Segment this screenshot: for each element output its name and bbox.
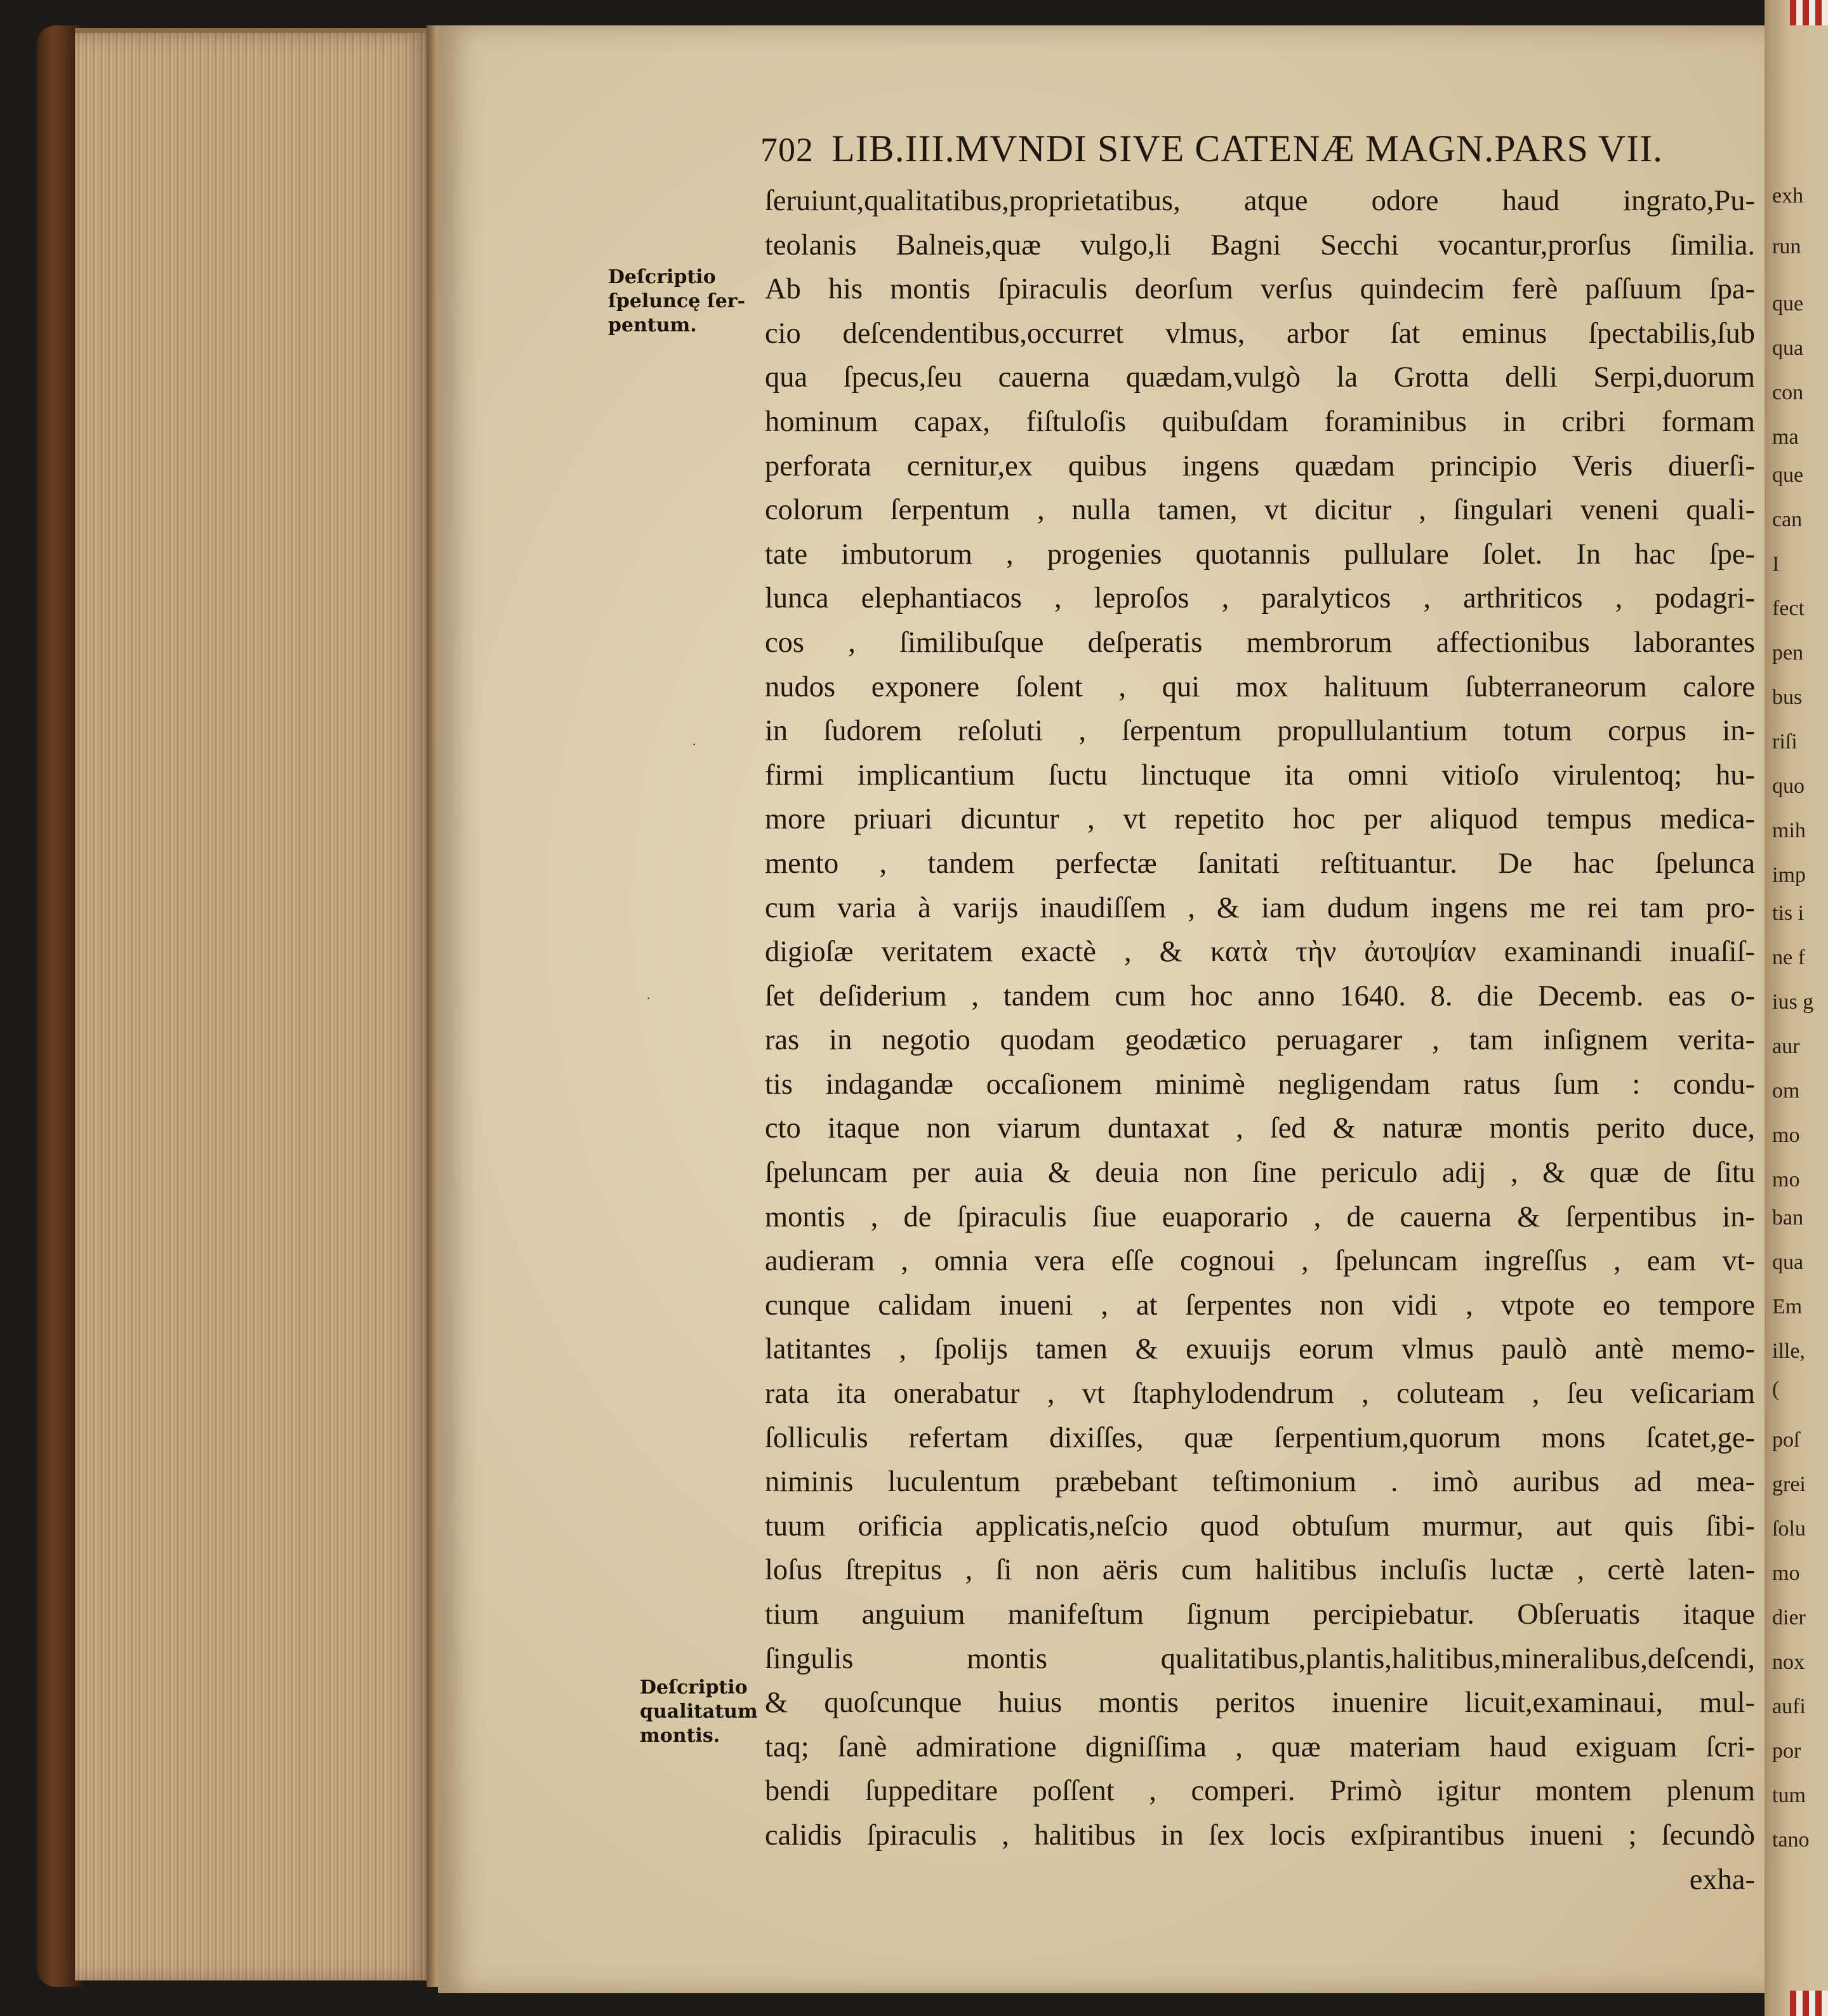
text-line: calidis ſpiraculis , halitibus in ſex locis exſpirantibus inueni ; ſecundò xyxy=(765,1819,1755,1852)
text-line: niminis luculentum præbebant teſtimonium . imò auribus ad mea- xyxy=(765,1466,1755,1499)
text-line: perforata cernitur,ex quibus ingens quædam principio Veris diuerſi- xyxy=(765,449,1755,482)
next-page-fragment: om xyxy=(1772,1079,1800,1103)
next-page-fragment: poſ xyxy=(1772,1428,1800,1452)
text-line: taq; ſanè admiratione digniſſima , quæ materiam haud exiguam ſcri- xyxy=(765,1730,1755,1763)
bookmark-band-top xyxy=(1790,0,1828,25)
text-line: cunque calidam inueni , at ſerpentes non vidi , vtpote eo tempore xyxy=(765,1289,1755,1322)
next-page-fragment: I xyxy=(1772,552,1780,576)
text-line: qua ſpecus,ſeu cauerna quædam,vulgò la Grotta delli Serpi,duorum xyxy=(765,361,1755,394)
text-line: ras in negotio quodam geodætico peruagarer , tam inſignem verita- xyxy=(765,1024,1755,1057)
margin-note-line: montis. xyxy=(640,1725,720,1747)
next-page-fragment: aufi xyxy=(1772,1695,1806,1718)
text-line: ſeruiunt,qualitatibus,proprietatibus, atque odore haud ingrato,Pu- xyxy=(765,185,1755,217)
text-line: colorum ſerpentum , nulla tamen, vt dicitur , ſingulari veneni quali- xyxy=(765,494,1755,527)
text-line: tuum orificia applicatis,neſcio quod obtuſum murmur, aut quis ſibi- xyxy=(765,1509,1755,1542)
next-page-fragment: ius g xyxy=(1772,990,1814,1014)
text-line: in ſudorem reſoluti , ſerpentum propullulantium totum corpus in- xyxy=(765,715,1755,748)
ink-speck: · xyxy=(646,990,651,1006)
next-page-fragment: exh xyxy=(1772,184,1804,208)
next-page-fragment: que xyxy=(1772,292,1804,315)
text-line: firmi implicantium ſuctu linctuque ita omni vitioſo virulentoq; hu- xyxy=(765,759,1755,792)
next-page-fragment: riſi xyxy=(1772,730,1798,753)
text-line: digioſæ veritatem exactè , & κατὰ τὴν ἀυτοψίαν examinandi inuaſiſ- xyxy=(765,936,1755,969)
next-page-fragment: aur xyxy=(1772,1035,1800,1058)
next-page-fragment: tum xyxy=(1772,1784,1806,1807)
next-page-fragment: ma xyxy=(1772,425,1799,449)
text-line: cum varia à varijs inaudiſſem , & iam dudum ingens me rei tam pro- xyxy=(765,891,1755,924)
page-header xyxy=(760,127,1763,171)
next-page-fragment: imp xyxy=(1772,863,1806,887)
text-line: ſet deſiderium , tandem cum hoc anno 1640. 8. die Decemb. eas o- xyxy=(765,979,1755,1012)
next-page-fragment: quo xyxy=(1772,774,1805,798)
text-line: cio deſcendentibus,occurret vlmus, arbor ſat eminus ſpectabilis,ſub xyxy=(765,317,1755,350)
next-page-fragment: pen xyxy=(1772,641,1804,665)
text-line: tium anguium manifeſtum ſignum percipiebatur. Obſeruatis itaque xyxy=(765,1598,1755,1631)
next-page-fragment: ne f xyxy=(1772,946,1805,969)
page-number: 702 xyxy=(760,131,814,169)
text-line: nudos exponere ſolent , qui mox halituum ſubterraneorum calore xyxy=(765,670,1755,703)
margin-note-mountain xyxy=(640,1676,758,1748)
next-page-fragment: fect xyxy=(1772,597,1805,620)
text-line: loſus ſtrepitus , ſi non aëris cum halitibus incluſis luctæ , certè laten- xyxy=(765,1554,1755,1587)
next-page-fragment: dier xyxy=(1772,1606,1806,1629)
next-page-fragment: bus xyxy=(1772,686,1803,709)
text-line: cos , ſimilibuſque deſperatis membrorum affectionibus laborantes xyxy=(765,626,1755,659)
text-line: latitantes , ſpolijs tamen & exuuijs eorum vlmus paulò antè memo- xyxy=(765,1333,1755,1366)
next-page-fragment: mih xyxy=(1772,819,1806,842)
text-line: Ab his montis ſpiraculis deorſum verſus quindecim ferè paſſuum ſpa- xyxy=(765,273,1755,306)
text-line: more priuari dicuntur , vt repetito hoc per aliquod tempus medica- xyxy=(765,803,1755,836)
next-page-fragment: Em xyxy=(1772,1295,1803,1318)
next-page-fragment: grei xyxy=(1772,1473,1806,1496)
next-page-fragment: nox xyxy=(1772,1650,1805,1674)
page-block-edges xyxy=(75,33,430,1980)
next-page-fragment: ille, xyxy=(1772,1339,1805,1363)
text-line: tis indagandæ occaſionem minimè negligendam ratus ſum : condu- xyxy=(765,1068,1755,1101)
next-page-fragment: tano xyxy=(1772,1828,1810,1852)
next-page-fragment: qua xyxy=(1772,1250,1804,1274)
body-text xyxy=(765,179,1755,1902)
next-page-fragment: ban xyxy=(1772,1206,1804,1230)
next-page-fragment: qua xyxy=(1772,336,1804,360)
text-line: ſpeluncam per auia & deuia non ſine periculo adij , & quæ de ſitu xyxy=(765,1157,1755,1190)
margin-note-line: Deſcriptio xyxy=(608,266,716,288)
next-page-fragment: que xyxy=(1772,463,1804,487)
running-title: LIB.III.MVNDI SIVE CATENÆ MAGN.PARS VII. xyxy=(831,128,1664,169)
next-page-fragment: run xyxy=(1772,235,1801,258)
next-page-fragment: mo xyxy=(1772,1562,1800,1585)
next-page-fragment: mo xyxy=(1772,1124,1800,1147)
text-line: teolanis Balneis,quæ vulgo,li Bagni Secchi vocantur,prorſus ſimilia. xyxy=(765,229,1755,262)
text-line: ſolliculis refertam dixiſſes, quæ ſerpentium,quorum mons ſcatet,ge- xyxy=(765,1421,1755,1454)
text-line: lunca elephantiacos , leproſos , paralyticos , arthriticos , podagri- xyxy=(765,582,1755,615)
text-line: & quoſcunque huius montis peritos inuenire licuit,examinaui, mul- xyxy=(765,1687,1755,1720)
margin-note-cave xyxy=(608,265,745,338)
text-line: mento , tandem perfectæ ſanitati reſtituantur. De hac ſpelunca xyxy=(765,847,1755,880)
next-page-fragment: con xyxy=(1772,381,1804,404)
margin-note-line: pentum. xyxy=(608,314,697,336)
text-line: exha- xyxy=(1689,1863,1755,1896)
next-page-fragment: ( xyxy=(1772,1377,1780,1401)
margin-note-line: qualitatum xyxy=(640,1701,758,1723)
text-line: ſingulis montis qualitatibus,plantis,halitibus,mineralibus,deſcendi, xyxy=(765,1642,1755,1675)
next-page-fragment: can xyxy=(1772,508,1803,531)
next-page-fragment: mo xyxy=(1772,1168,1800,1191)
text-line: bendi ſuppeditare poſſent , comperi. Primò igitur montem plenum xyxy=(765,1775,1755,1808)
text-line: audieram , omnia vera eſſe cognoui , ſpeluncam ingreſſus , eam vt- xyxy=(765,1245,1755,1278)
margin-note-line: Deſcriptio xyxy=(640,1676,748,1699)
ink-speck: · xyxy=(692,736,697,752)
next-page-fragment: tis i xyxy=(1772,901,1805,925)
text-line: hominum capax, fiſtuloſis quibuſdam foraminibus in cribri formam xyxy=(765,405,1755,438)
text-line: cto itaque non viarum duntaxat , ſed & naturæ montis perito duce, xyxy=(765,1112,1755,1145)
next-page-fragment: por xyxy=(1772,1739,1801,1763)
next-page-fragment: ſolu xyxy=(1772,1517,1806,1541)
margin-note-line: ſpeluncę ſer- xyxy=(608,290,746,312)
text-line: montis , de ſpiraculis ſiue euaporario , de cauerna & ſerpentibus in- xyxy=(765,1200,1755,1233)
text-line: rata ita onerabatur , vt ſtaphylodendrum , coluteam , ſeu veſicariam xyxy=(765,1377,1755,1410)
text-line: tate imbutorum , progenies quotannis pullulare ſolet. In hac ſpe- xyxy=(765,538,1755,571)
bookmark-band-bottom xyxy=(1790,1991,1828,2016)
